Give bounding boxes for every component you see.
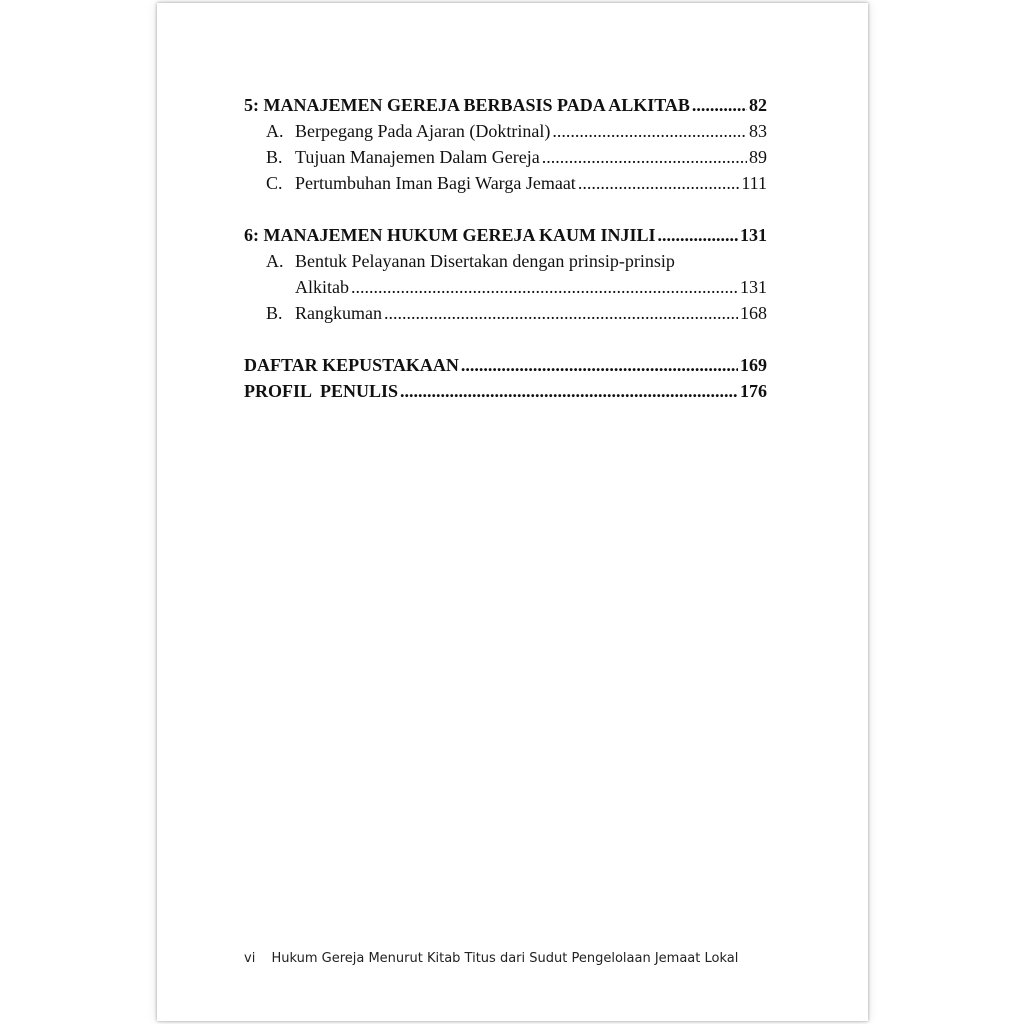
- dot-leader: [552, 118, 747, 144]
- toc-entry-title: 5: MANAJEMEN GEREJA BERBASIS PADA ALKITAB: [244, 95, 690, 115]
- running-title: Hukum Gereja Menurut Kitab Titus dari Sudut Pengelolaan Jemaat Lokal: [271, 951, 739, 966]
- document-page: [157, 3, 868, 1021]
- toc-entry-title: 6: MANAJEMEN HUKUM GEREJA KAUM INJILI: [244, 225, 656, 245]
- toc-author-profile: [244, 378, 767, 404]
- toc-entry-continuation: [244, 274, 767, 300]
- toc-entry-page: 131: [740, 225, 767, 245]
- toc-entry-title: Rangkuman: [295, 303, 382, 323]
- toc-entry: [244, 300, 767, 326]
- toc-entry-page: 89: [749, 147, 767, 167]
- toc-entry-title: DAFTAR KEPUSTAKAAN: [244, 355, 459, 375]
- dot-leader: [400, 378, 738, 404]
- toc-entry-page: 111: [741, 173, 767, 193]
- toc-entry-page: 169: [740, 355, 767, 375]
- page-number: vi: [244, 951, 256, 966]
- section-spacer: [244, 196, 767, 222]
- toc-entry: [244, 248, 767, 274]
- page-footer: [244, 951, 738, 966]
- toc-entry: [244, 144, 767, 170]
- dot-leader: [351, 274, 738, 300]
- dot-leader: [542, 144, 747, 170]
- toc-entry-letter: A.: [266, 251, 284, 271]
- toc-entry-title: Pertumbuhan Iman Bagi Warga Jemaat: [295, 173, 576, 193]
- toc-entry-title: Tujuan Manajemen Dalam Gereja: [295, 147, 540, 167]
- toc-entry-page: 83: [749, 121, 767, 141]
- dot-leader: [578, 170, 740, 196]
- toc-entry-title: Berpegang Pada Ajaran (Doktrinal): [295, 121, 551, 141]
- toc-entry-letter: B.: [266, 147, 283, 167]
- table-of-contents: [244, 92, 767, 404]
- toc-bibliography: [244, 352, 767, 378]
- toc-entry-letter: C.: [266, 173, 283, 193]
- toc-entry-page: 176: [740, 381, 767, 401]
- dot-leader: [692, 92, 747, 118]
- toc-entry-title: Bentuk Pelayanan Disertakan dengan prinsip-prinsip: [295, 251, 675, 271]
- toc-entry-page: 131: [740, 277, 767, 297]
- toc-entry-letter: B.: [266, 303, 283, 323]
- toc-entry: [244, 118, 767, 144]
- dot-leader: [658, 222, 739, 248]
- toc-entry-letter: A.: [266, 121, 284, 141]
- dot-leader: [384, 300, 738, 326]
- toc-chapter-5: [244, 92, 767, 118]
- section-spacer: [244, 326, 767, 352]
- toc-entry-title-continuation: Alkitab: [295, 277, 349, 297]
- toc-entry: [244, 170, 767, 196]
- toc-entry-page: 82: [749, 95, 767, 115]
- toc-entry-title: PROFIL PENULIS: [244, 381, 399, 401]
- toc-entry-page: 168: [740, 303, 767, 323]
- dot-leader: [461, 352, 738, 378]
- toc-chapter-6: [244, 222, 767, 248]
